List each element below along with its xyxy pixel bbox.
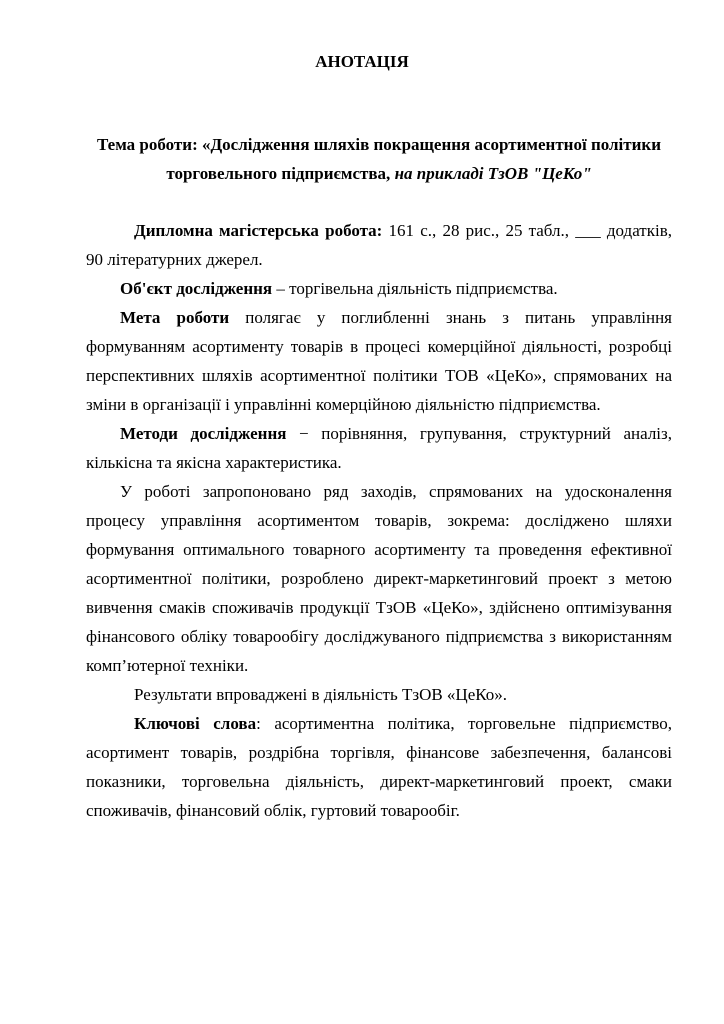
methods-text: − порівняння, групування, структурний аналіз, кількісна та якісна характеристика. — [86, 424, 672, 472]
annotation-body — [86, 216, 672, 825]
thesis-text: 161 с., 28 рис., 25 табл., ___ додатків, 90 літературних джерел. — [86, 221, 672, 269]
topic-example: на прикладі ТзОВ "ЦеКо" — [394, 164, 592, 183]
topic-prefix: Тема роботи: «Дослідження шляхів покращення асортиментної політики торговельного підприємства, — [96, 135, 662, 183]
object-label: Об'єкт дослідження — [120, 279, 273, 298]
goal-text: полягає у поглибленні знань з питань управління формуванням асортименту товарів в процесі комерційної діяльності, розробці перспективних шляхів асортиментної політики ТОВ «ЦеКо», спрямованих на зміни в організації і управлінні комерційною діяльністю підприємства. — [86, 308, 673, 414]
proposals-text: У роботі запропоновано ряд заходів, спрямованих на удосконалення процесу управління асортиментом товарів, зокрема: досліджено шляхи формування оптимального товарного асортименту та проведення ефективної асортиментної політики, розроблено директ-маркетинговий проект з метою вивчення смаків споживачів продукції ТзОВ «ЦеКо», здійснено оптимізування фінансового обліку товарообігу досліджуваного підприємства з використанням комп’ютерної техніки. — [86, 482, 672, 675]
goal-paragraph — [86, 303, 672, 419]
proposals-paragraph — [86, 477, 672, 680]
thesis-label: Дипломна магістерська робота: — [134, 221, 383, 240]
keywords-paragraph — [86, 709, 672, 825]
object-paragraph — [86, 274, 672, 303]
topic-heading — [86, 130, 672, 188]
page-title: АНОТАЦІЯ — [315, 52, 409, 71]
object-text: – торгівельна діяльність підприємства. — [272, 279, 558, 298]
results-text: Результати впроваджені в діяльність ТзОВ «ЦеКо». — [134, 685, 507, 704]
keywords-label: Ключові слова — [134, 714, 257, 733]
results-paragraph — [86, 680, 672, 709]
goal-label: Мета роботи — [120, 308, 230, 327]
methods-label: Методи дослідження — [120, 424, 287, 443]
keywords-text: : асортиментна політика, торговельне підприємство, асортимент товарів, роздрібна торгівля, фінансове забезпечення, балансові показники, торговельна діяльність, директ-маркетинговий проект, смаки споживачів, фінансовий облік, гуртовий товарообіг. — [86, 714, 672, 820]
methods-paragraph — [86, 419, 672, 477]
thesis-paragraph — [86, 216, 672, 274]
